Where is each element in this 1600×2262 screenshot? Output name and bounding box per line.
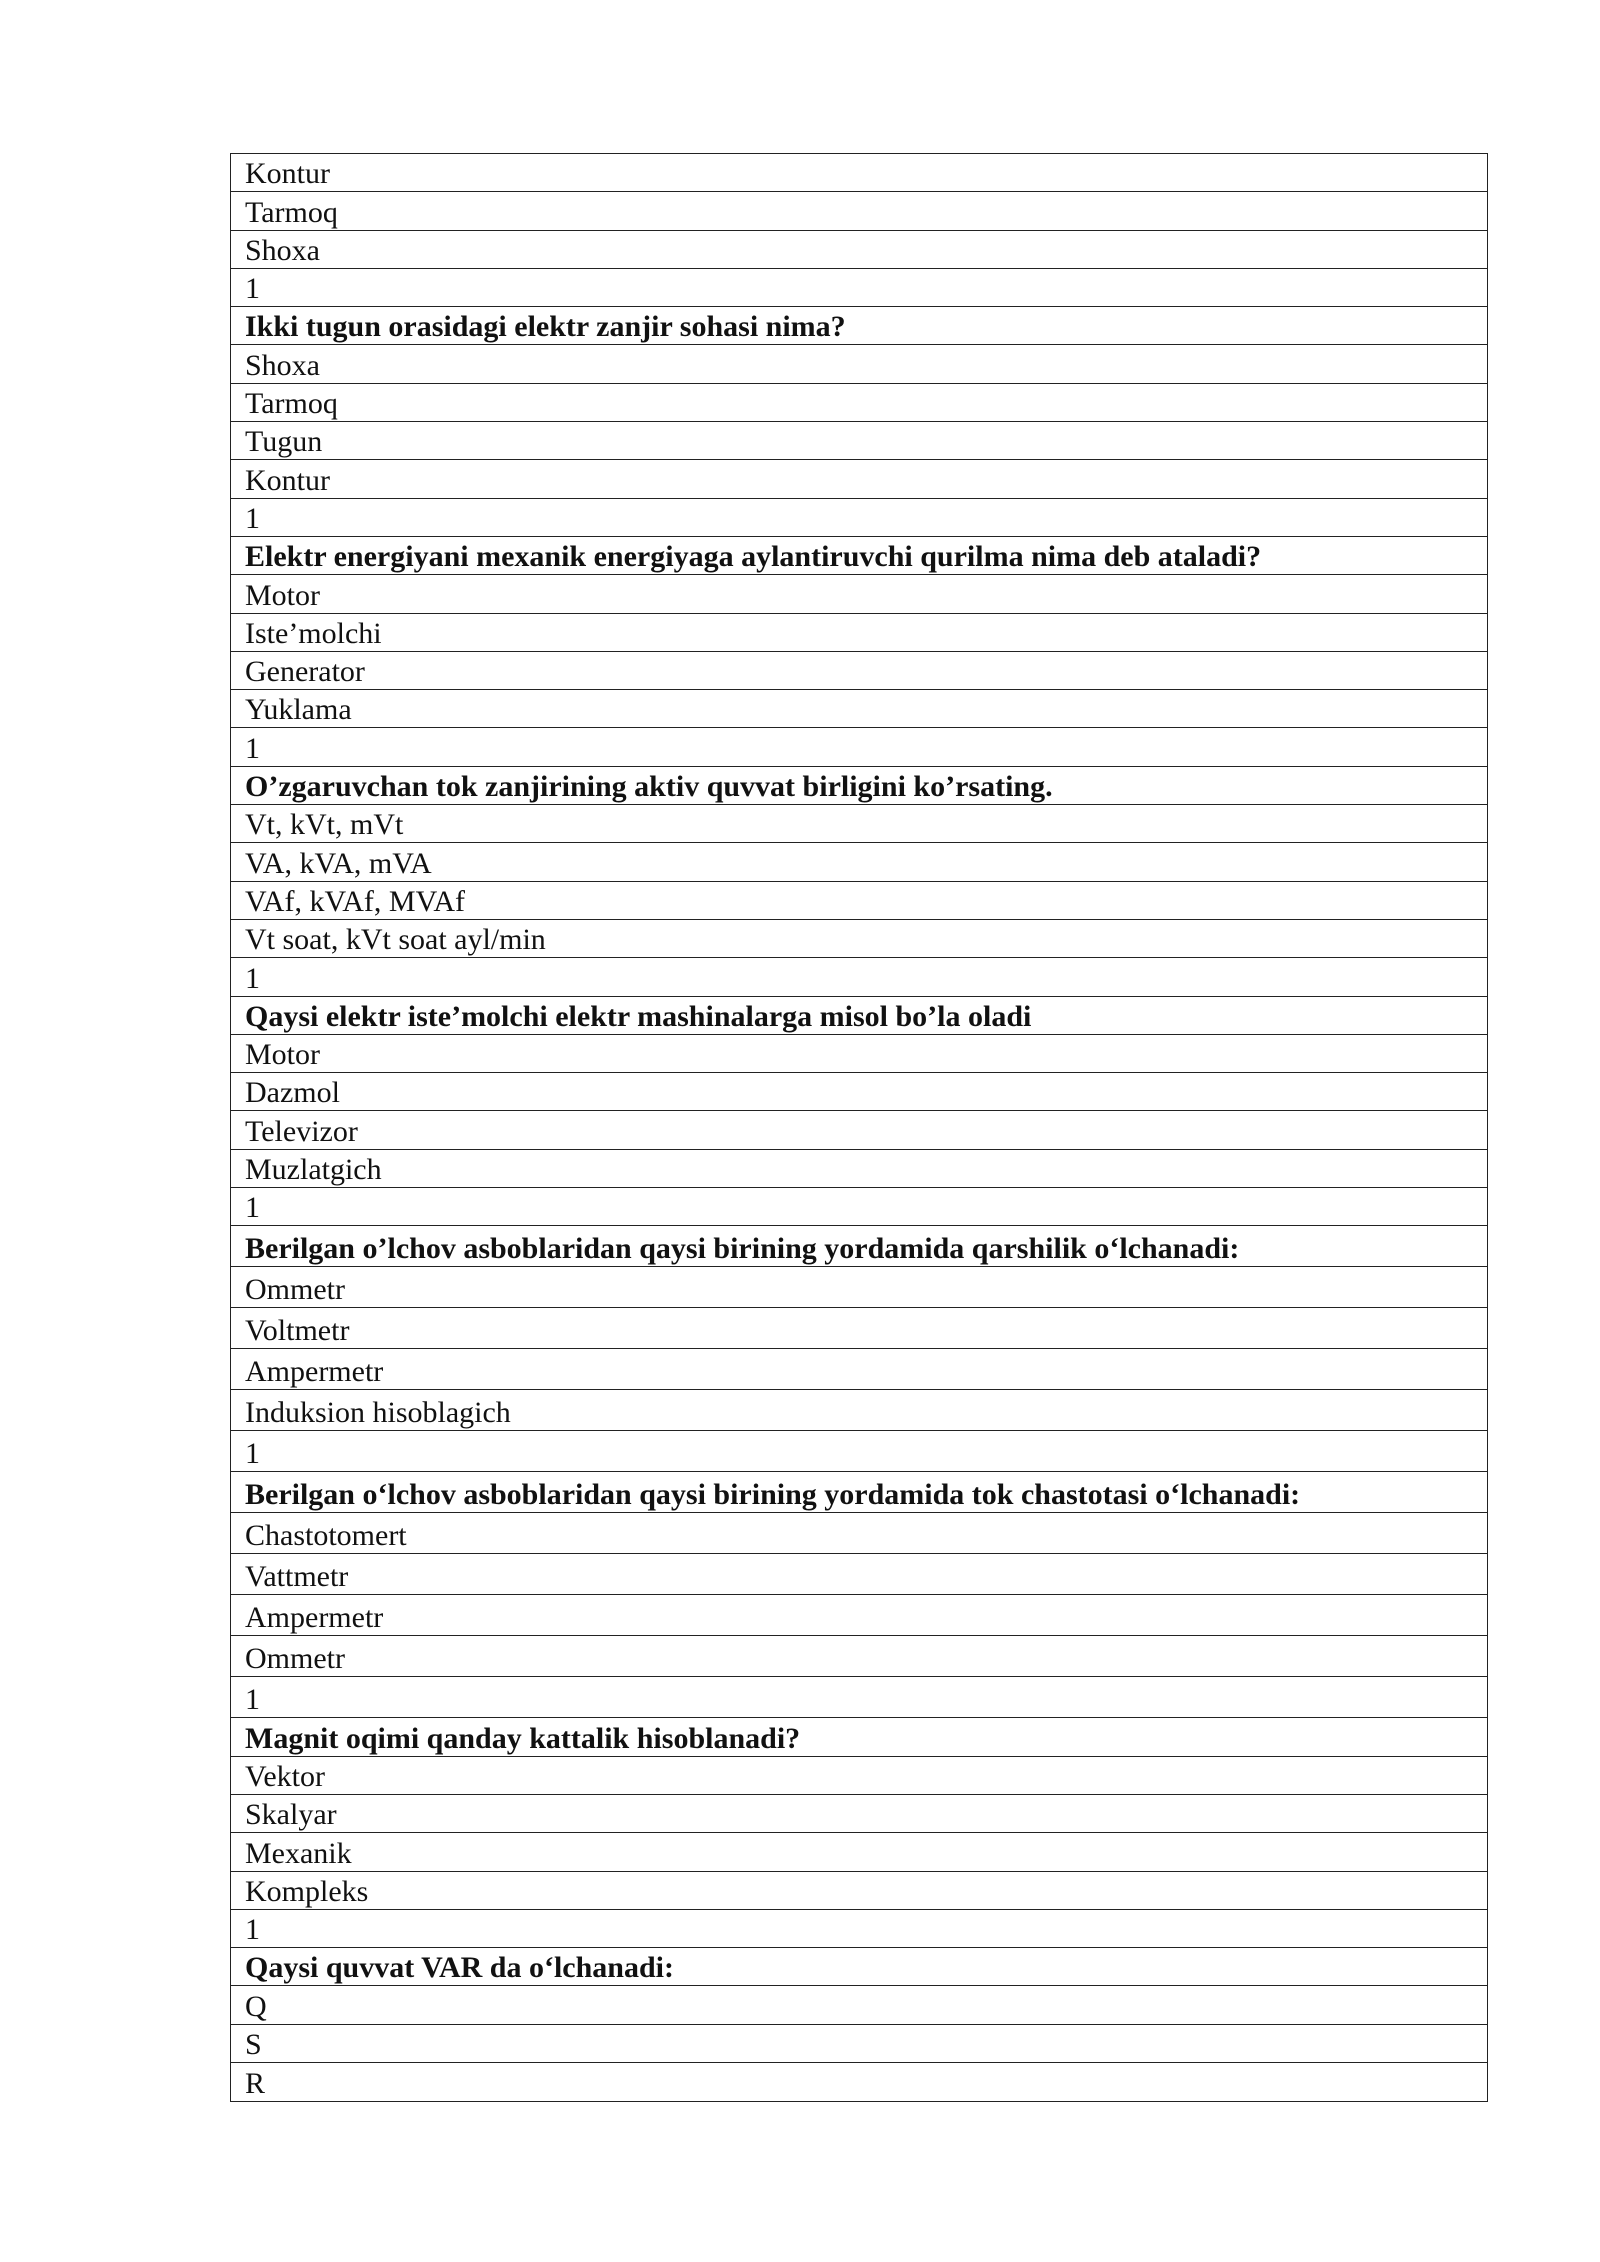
answer-option-row: Induksion hisoblagich xyxy=(231,1390,1487,1431)
answer-option-row: VAf, kVAf, MVAf xyxy=(231,882,1487,920)
question-row: Berilgan o‘lchov asboblaridan qaysi birining yordamida tok chastotasi o‘lchanadi: xyxy=(231,1472,1487,1513)
answer-option-row: Vt soat, kVt soat ayl/min xyxy=(231,920,1487,958)
question-row: Qaysi quvvat VAR da o‘lchanadi: xyxy=(231,1948,1487,1986)
question-row: O’zgaruvchan tok zanjirining aktiv quvvat birligini ko’rsating. xyxy=(231,767,1487,805)
answer-option-row: Kompleks xyxy=(231,1872,1487,1910)
answer-option-row: Chastotomert xyxy=(231,1513,1487,1554)
score-row: 1 xyxy=(231,958,1487,996)
answer-option-row: Skalyar xyxy=(231,1795,1487,1833)
answer-option-row: Muzlatgich xyxy=(231,1150,1487,1188)
answer-option-row: Vattmetr xyxy=(231,1554,1487,1595)
answer-option-row: Dazmol xyxy=(231,1073,1487,1111)
answer-option-row: Yuklama xyxy=(231,690,1487,728)
answer-option-row: Motor xyxy=(231,575,1487,613)
answer-option-row: Ommetr xyxy=(231,1636,1487,1677)
score-row: 1 xyxy=(231,1188,1487,1226)
answer-option-row: Mexanik xyxy=(231,1833,1487,1871)
answer-option-row: Tarmoq xyxy=(231,384,1487,422)
answer-option-row: Iste’molchi xyxy=(231,614,1487,652)
answer-option-row: Q xyxy=(231,1986,1487,2024)
answer-option-row: Shoxa xyxy=(231,345,1487,383)
question-row: Elektr energiyani mexanik energiyaga aylantiruvchi qurilma nima deb ataladi? xyxy=(231,537,1487,575)
quiz-table xyxy=(230,153,1488,2102)
answer-option-row: VA, kVA, mVA xyxy=(231,843,1487,881)
answer-option-row: Generator xyxy=(231,652,1487,690)
score-row: 1 xyxy=(231,1910,1487,1948)
answer-option-row: Shoxa xyxy=(231,231,1487,269)
answer-option-row: S xyxy=(231,2025,1487,2063)
answer-option-row: Ommetr xyxy=(231,1267,1487,1308)
score-row: 1 xyxy=(231,1431,1487,1472)
answer-option-row: Voltmetr xyxy=(231,1308,1487,1349)
answer-option-row: Tugun xyxy=(231,422,1487,460)
question-row: Qaysi elektr iste’molchi elektr mashinalarga misol bo’la oladi xyxy=(231,997,1487,1035)
answer-option-row: R xyxy=(245,2067,266,2101)
answer-option-row: Kontur xyxy=(231,154,1487,192)
score-row: 1 xyxy=(231,499,1487,537)
score-row: 1 xyxy=(231,728,1487,766)
answer-option-row: Kontur xyxy=(231,460,1487,498)
answer-option-row: Motor xyxy=(231,1035,1487,1073)
answer-option-row: Ampermetr xyxy=(231,1595,1487,1636)
score-row: 1 xyxy=(231,269,1487,307)
answer-option-row: Ampermetr xyxy=(231,1349,1487,1390)
answer-option-row: Televizor xyxy=(231,1111,1487,1149)
answer-option-row: Tarmoq xyxy=(231,192,1487,230)
answer-option-row: Vt, kVt, mVt xyxy=(231,805,1487,843)
score-row: 1 xyxy=(231,1677,1487,1718)
question-row: Berilgan o’lchov asboblaridan qaysi birining yordamida qarshilik o‘lchanadi: xyxy=(231,1226,1487,1267)
answer-option-row: Vektor xyxy=(231,1757,1487,1795)
question-row: Magnit oqimi qanday kattalik hisoblanadi? xyxy=(231,1718,1487,1756)
question-row: Ikki tugun orasidagi elektr zanjir sohasi nima? xyxy=(231,307,1487,345)
